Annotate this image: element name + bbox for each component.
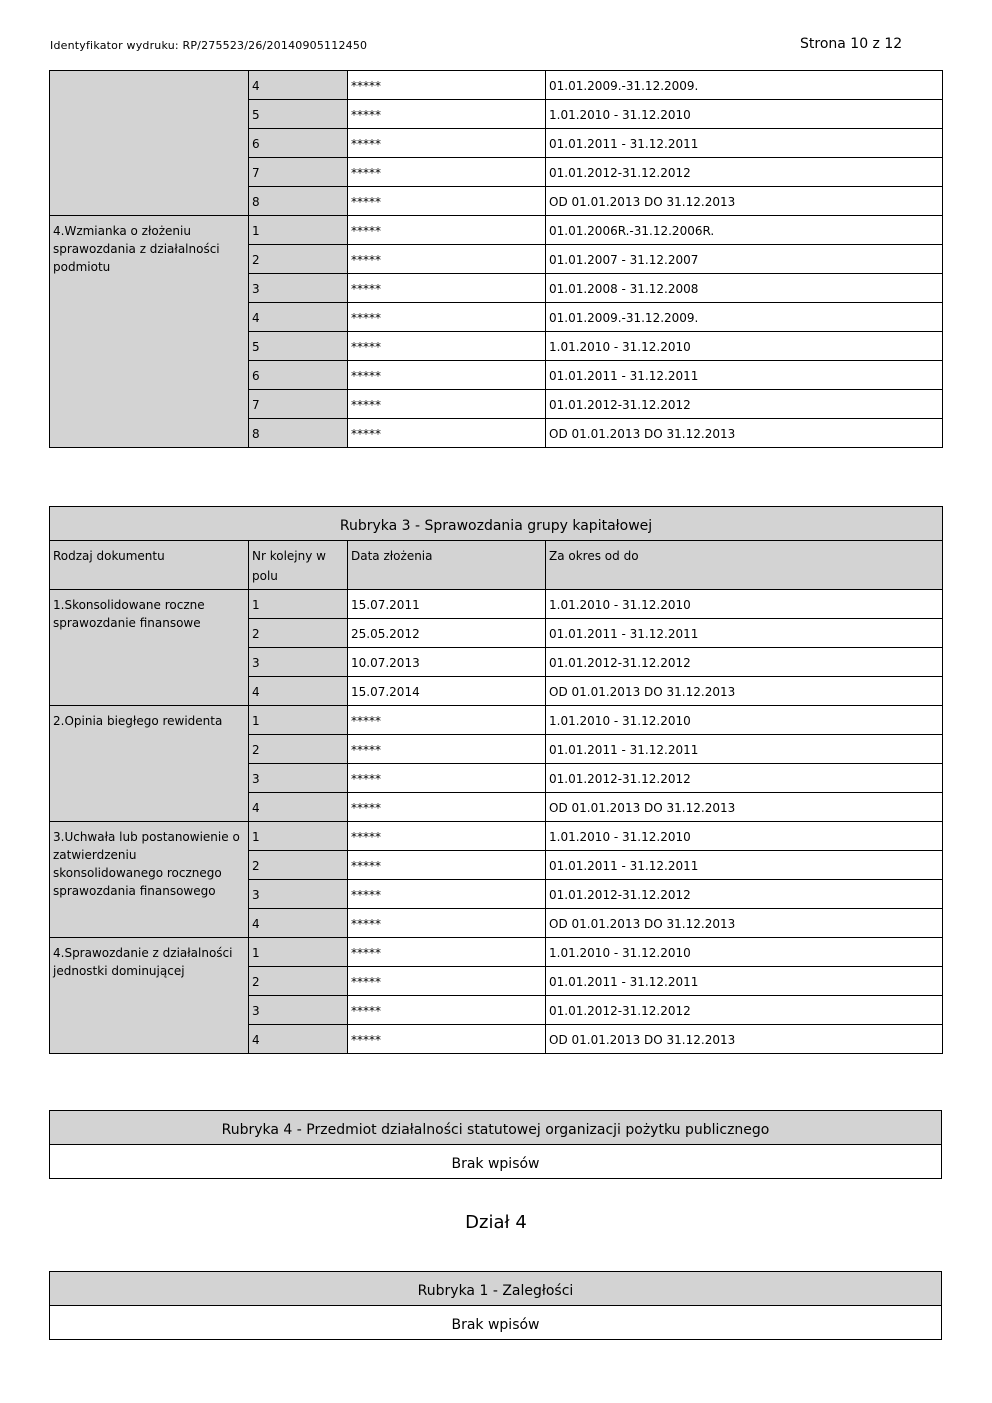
submission-date-cell: ***** xyxy=(348,996,546,1025)
row-number-cell: 5 xyxy=(249,332,348,361)
submission-date-cell: ***** xyxy=(348,909,546,938)
row-number-cell: 1 xyxy=(249,216,348,245)
submission-date-cell: 15.07.2011 xyxy=(348,590,546,619)
row-number-cell: 1 xyxy=(249,706,348,735)
submission-date-cell: ***** xyxy=(348,361,546,390)
submission-date-cell: ***** xyxy=(348,967,546,996)
period-cell: 01.01.2009.-31.12.2009. xyxy=(546,303,943,332)
submission-date-cell: ***** xyxy=(348,706,546,735)
submission-date-cell: ***** xyxy=(348,880,546,909)
submission-date-cell: ***** xyxy=(348,419,546,448)
row-number-cell: 2 xyxy=(249,967,348,996)
row-number-cell: 4 xyxy=(249,1025,348,1054)
period-cell: 01.01.2011 - 31.12.2011 xyxy=(546,851,943,880)
document-type-cell xyxy=(50,71,249,216)
row-number-cell: 8 xyxy=(249,187,348,216)
document-type-cell: 2.Opinia biegłego rewidenta xyxy=(50,706,249,822)
print-identifier: Identyfikator wydruku: RP/275523/26/20140905112450 xyxy=(50,39,368,52)
row-number-cell: 3 xyxy=(249,996,348,1025)
period-cell: 01.01.2012-31.12.2012 xyxy=(546,764,943,793)
document-type-cell: 3.Uchwała lub postanowienie o zatwierdzeniu skonsolidowanego rocznego sprawozdania finansowego xyxy=(50,822,249,938)
submission-date-cell: ***** xyxy=(348,71,546,100)
submission-date-cell: ***** xyxy=(348,100,546,129)
submission-date-cell: ***** xyxy=(348,245,546,274)
period-cell: 01.01.2011 - 31.12.2011 xyxy=(546,361,943,390)
rubryka4-value: Brak wpisów xyxy=(50,1145,942,1179)
submission-date-cell: ***** xyxy=(348,793,546,822)
table-row xyxy=(50,938,943,967)
row-number-cell: 2 xyxy=(249,619,348,648)
table-row xyxy=(50,216,943,245)
period-cell: 01.01.2012-31.12.2012 xyxy=(546,996,943,1025)
period-cell: 1.01.2010 - 31.12.2010 xyxy=(546,822,943,851)
row-number-cell: 2 xyxy=(249,245,348,274)
submission-date-cell: ***** xyxy=(348,274,546,303)
column-header-okres: Za okres od do xyxy=(546,541,943,590)
submission-date-cell: 25.05.2012 xyxy=(348,619,546,648)
row-number-cell: 7 xyxy=(249,390,348,419)
submission-date-cell: ***** xyxy=(348,851,546,880)
row-number-cell: 3 xyxy=(249,764,348,793)
document-type-cell: 1.Skonsolidowane roczne sprawozdanie finansowe xyxy=(50,590,249,706)
rubryka4-title: Rubryka 4 - Przedmiot działalności statutowej organizacji pożytku publicznego xyxy=(50,1111,942,1145)
submission-date-cell: ***** xyxy=(348,390,546,419)
submission-date-cell: ***** xyxy=(348,332,546,361)
table-row xyxy=(50,71,943,100)
submission-date-cell: 15.07.2014 xyxy=(348,677,546,706)
period-cell: OD 01.01.2013 DO 31.12.2013 xyxy=(546,419,943,448)
period-cell: OD 01.01.2013 DO 31.12.2013 xyxy=(546,677,943,706)
period-cell: 1.01.2010 - 31.12.2010 xyxy=(546,332,943,361)
period-cell: 1.01.2010 - 31.12.2010 xyxy=(546,590,943,619)
table-row xyxy=(50,822,943,851)
period-cell: 01.01.2011 - 31.12.2011 xyxy=(546,619,943,648)
period-cell: 01.01.2011 - 31.12.2011 xyxy=(546,967,943,996)
dzial4-rubryka1-table xyxy=(49,1271,942,1340)
submission-date-cell: ***** xyxy=(348,735,546,764)
row-number-cell: 2 xyxy=(249,735,348,764)
period-cell: 01.01.2011 - 31.12.2011 xyxy=(546,129,943,158)
submission-date-cell: ***** xyxy=(348,303,546,332)
period-cell: OD 01.01.2013 DO 31.12.2013 xyxy=(546,187,943,216)
row-number-cell: 1 xyxy=(249,822,348,851)
row-number-cell: 6 xyxy=(249,361,348,390)
rubryka4-table xyxy=(49,1110,942,1179)
period-cell: 01.01.2011 - 31.12.2011 xyxy=(546,735,943,764)
submission-date-cell: ***** xyxy=(348,216,546,245)
period-cell: 01.01.2012-31.12.2012 xyxy=(546,880,943,909)
row-number-cell: 5 xyxy=(249,100,348,129)
period-cell: OD 01.01.2013 DO 31.12.2013 xyxy=(546,1025,943,1054)
column-header-nr: Nr kolejny w polu xyxy=(249,541,348,590)
column-header-rodzaj: Rodzaj dokumentu xyxy=(50,541,249,590)
row-number-cell: 8 xyxy=(249,419,348,448)
row-number-cell: 4 xyxy=(249,793,348,822)
row-number-cell: 1 xyxy=(249,590,348,619)
rubryka3-title: Rubryka 3 - Sprawozdania grupy kapitałowej xyxy=(50,507,943,541)
section-heading: Dział 4 xyxy=(465,1212,527,1233)
row-number-cell: 4 xyxy=(249,303,348,332)
submission-date-cell: ***** xyxy=(348,129,546,158)
dzial4-rubryka1-title: Rubryka 1 - Zaległości xyxy=(50,1272,942,1306)
period-cell: 01.01.2012-31.12.2012 xyxy=(546,390,943,419)
submission-date-cell: ***** xyxy=(348,822,546,851)
row-number-cell: 4 xyxy=(249,71,348,100)
column-header-data: Data złożenia xyxy=(348,541,546,590)
continued-table xyxy=(49,70,943,448)
table-row xyxy=(50,706,943,735)
row-number-cell: 4 xyxy=(249,909,348,938)
period-cell: 1.01.2010 - 31.12.2010 xyxy=(546,706,943,735)
document-type-cell: 4.Sprawozdanie z działalności jednostki dominującej xyxy=(50,938,249,1054)
period-cell: 01.01.2012-31.12.2012 xyxy=(546,648,943,677)
row-number-cell: 3 xyxy=(249,880,348,909)
row-number-cell: 1 xyxy=(249,938,348,967)
submission-date-cell: ***** xyxy=(348,1025,546,1054)
period-cell: 01.01.2012-31.12.2012 xyxy=(546,158,943,187)
dzial4-rubryka1-value: Brak wpisów xyxy=(50,1306,942,1340)
row-number-cell: 4 xyxy=(249,677,348,706)
period-cell: 1.01.2010 - 31.12.2010 xyxy=(546,100,943,129)
row-number-cell: 3 xyxy=(249,274,348,303)
rubryka3-table xyxy=(49,506,943,1054)
row-number-cell: 7 xyxy=(249,158,348,187)
page-number: Strona 10 z 12 xyxy=(800,36,903,52)
submission-date-cell: ***** xyxy=(348,158,546,187)
submission-date-cell: ***** xyxy=(348,187,546,216)
row-number-cell: 2 xyxy=(249,851,348,880)
period-cell: OD 01.01.2013 DO 31.12.2013 xyxy=(546,793,943,822)
table-row xyxy=(50,590,943,619)
period-cell: 01.01.2008 - 31.12.2008 xyxy=(546,274,943,303)
period-cell: 01.01.2006R.-31.12.2006R. xyxy=(546,216,943,245)
submission-date-cell: ***** xyxy=(348,764,546,793)
document-type-cell: 4.Wzmianka o złożeniu sprawozdania z działalności podmiotu xyxy=(50,216,249,448)
row-number-cell: 3 xyxy=(249,648,348,677)
period-cell: 1.01.2010 - 31.12.2010 xyxy=(546,938,943,967)
period-cell: OD 01.01.2013 DO 31.12.2013 xyxy=(546,909,943,938)
submission-date-cell: ***** xyxy=(348,938,546,967)
submission-date-cell: 10.07.2013 xyxy=(348,648,546,677)
period-cell: 01.01.2009.-31.12.2009. xyxy=(546,71,943,100)
period-cell: 01.01.2007 - 31.12.2007 xyxy=(546,245,943,274)
row-number-cell: 6 xyxy=(249,129,348,158)
